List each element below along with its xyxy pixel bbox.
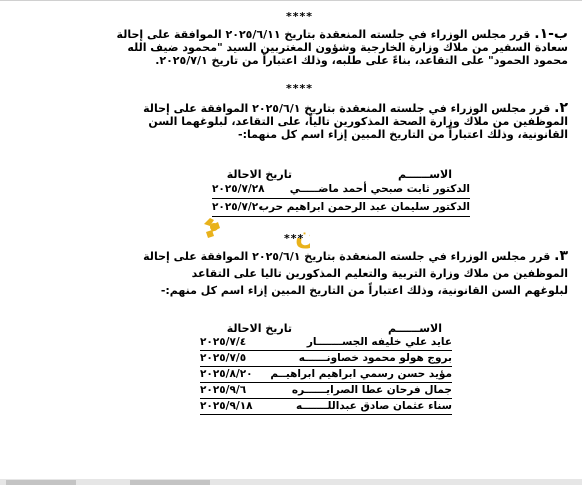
item-3-row-date: ٢٠٢٥/٧/٥ [200, 352, 247, 364]
item-3-row [200, 336, 452, 351]
top-rule [0, 0, 582, 1]
item-2-number: ٢. [554, 100, 568, 116]
item-3-row-name: بروج هولو محمود خصاونــــــه [298, 352, 452, 364]
item-3-row [200, 368, 452, 383]
item-3-row-date: ٢٠٢٥/٩/٦ [200, 384, 247, 396]
scrollbar-thumb[interactable] [6, 480, 76, 485]
item-3-col-name: الاســــــم [388, 322, 442, 335]
item-2-row-name: الدكتور ثابت صبحي أحمد ماضـــــي [289, 183, 470, 195]
item-2-col-date: تاريخ الاحالة [226, 168, 292, 181]
item-3-row [200, 352, 452, 367]
item-b1-line-2: سعادة السفير من ملاك وزارة الخارجية وشؤون المغتربين السيد "محمود ضيف الله [127, 41, 568, 54]
item-2-row-name: الدكتور سليمان عبد الرحمن ابراهيم حرب [258, 201, 470, 213]
item-3-col-date: تاريخ الاحالة [226, 322, 292, 335]
item-b1-line-1: قرر مجلس الوزراء في جلسته المنعقدة بتاريخ ٢٠٢٥/٦/١١ الموافقة على إحالة [116, 28, 531, 41]
item-b1-number: ب-١. [534, 26, 568, 42]
separator-bottom: *** [284, 232, 305, 245]
item-3-row [200, 400, 452, 415]
item-3-line-1: قرر مجلس الوزراء في جلسته المنعقدة بتاريخ ٢٠٢٥/٦/١ الموافقة على إحالة [143, 250, 551, 263]
item-3-row-date: ٢٠٢٥/٧/٤ [200, 336, 247, 348]
item-3-row [200, 384, 452, 399]
item-3-row-date: ٢٠٢٥/٨/٢٠ [200, 368, 253, 380]
item-3-number: ٣. [554, 248, 568, 264]
item-2-line-3: القانونية، وذلك اعتباراً من التاريخ المبين إزاء اسم كل منهما:- [238, 128, 568, 141]
separator-top: **** [286, 10, 314, 23]
item-3-row-name: مؤيد حسن رسمي ابراهيم ابراهيــم [270, 368, 452, 380]
item-3-row-name: سناء عثمان صادق عبداللـــــــه [296, 400, 452, 412]
item-3-line-3: لبلوغهم السن القانونية، وذلك اعتباراً من التاريخ المبين إزاء اسم كل منهم:- [160, 284, 568, 297]
item-3-row-name: جمال فرحان عطا الصرايــــــره [291, 384, 452, 396]
item-2-paragraph [13, 102, 568, 141]
horizontal-scrollbar[interactable] [0, 479, 582, 485]
scrollbar-thumb-secondary[interactable] [130, 480, 210, 485]
item-b1-paragraph [13, 28, 568, 67]
item-2-row-date: ٢٠٢٥/٧/٢٨ [212, 183, 265, 195]
item-3-line-2: الموظفين من ملاك وزارة التربية والتعليم المذكورين تاليا على التقاعد [191, 267, 568, 280]
item-2-row [212, 183, 470, 199]
item-2-line-2: الموظفين من ملاك وزارة الصحة المذكورين تالياً، على التقاعد، لبلوغهما السن [148, 115, 568, 128]
item-3-paragraph [13, 250, 568, 297]
item-2-col-name: الاســــــم [398, 168, 452, 181]
item-3-row-name: عايد علي خليفه الجســـــــار [306, 336, 452, 348]
watermark-text: ن [295, 221, 310, 251]
item-3-row-date: ٢٠٢٥/٩/١٨ [200, 400, 253, 412]
item-2-line-1: قرر مجلس الوزراء في جلسته المنعقدة بتاريخ ٢٠٢٥/٦/١ الموافقة على إحالة [143, 102, 551, 115]
item-2-row-date: ٢٠٢٥/٧/٢٠ [212, 201, 265, 213]
item-b1-line-3: محمود الحمود" على التقاعد، بناءً على طلبه، وذلك اعتباراً من تاريخ ٢٠٢٥/٧/١. [155, 54, 568, 67]
separator-mid: **** [286, 82, 314, 95]
